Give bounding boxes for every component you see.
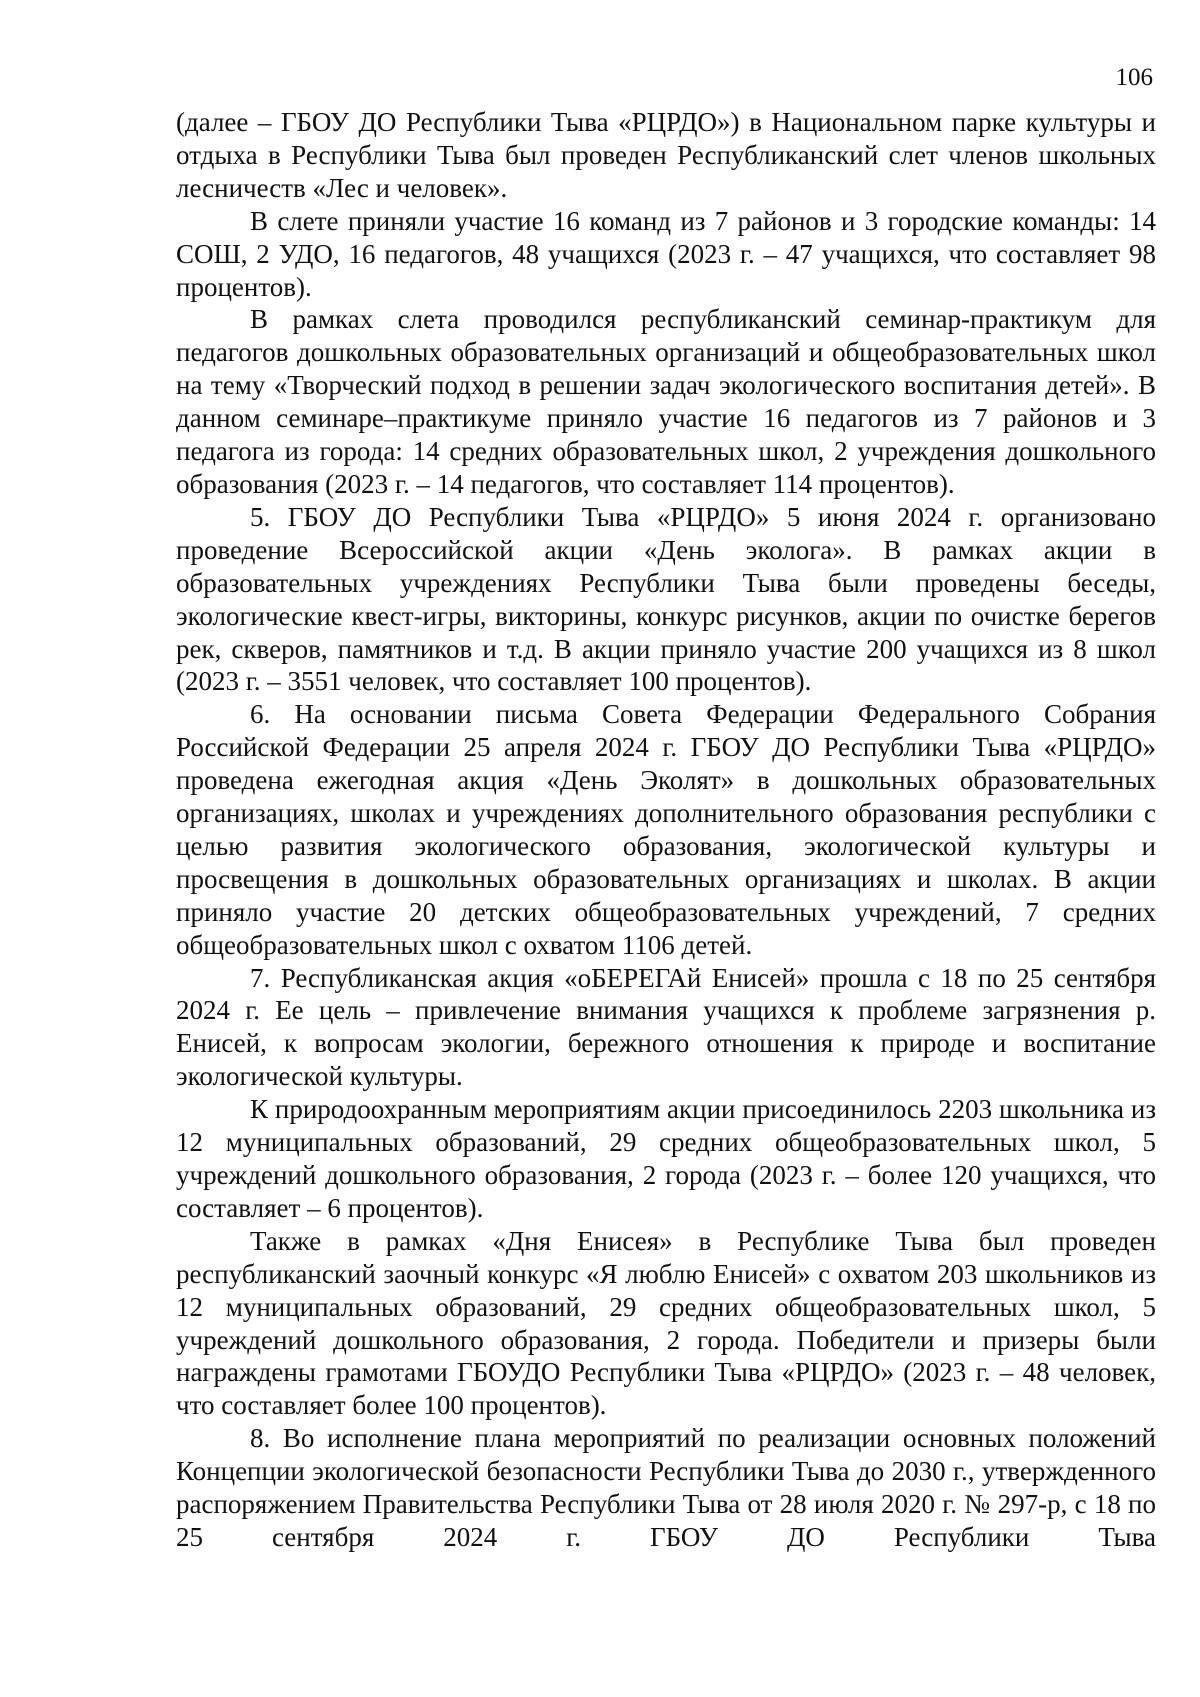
paragraph-item-6: 6. На основании письма Совета Федерации Федерального Собрания Российской Федерации 25 апреля 2024 г. ГБОУ ДО Республики Тыва «РЦРДО» проведена ежегодная акция «День Эколят» в дошкольных образовательных организациях, школах и учреждениях дополнительного образования республики с целью развития экологического образования, экологической культуры и просвещения в дошкольных образовательных организациях и школах. В акции приняло участие 20 детских общеобразовательных учреждений, 7 средних общеобразовательных школ с охватом 1106 детей. <box>176 699 1156 960</box>
paragraph: В рамках слета проводился республиканский семинар-практикум для педагогов дошкольных образовательных организаций и общеобразовательных школ на тему «Творческий подход в решении задач экологического воспитания детей». В данном семинаре–практикуме приняло участие 16 педагогов из 7 районов и 3 педагога из города: 14 средних образовательных школ, 2 учреждения дошкольного образования (2023 г. – 14 педагогов, что составляет 114 процентов). <box>176 304 1156 499</box>
paragraph-item-7: 7. Республиканская акция «оБЕРЕГАй Енисей» прошла с 18 по 25 сентября 2024 г. Ее цель – привлечение внимания учащихся к проблеме загрязнения р. Енисей, к вопросам экологии, бережного отношения к природе и воспитание экологической культуры. <box>176 962 1156 1092</box>
paragraph: К природоохранным мероприятиям акции присоединилось 2203 школьника из 12 муниципальных образований, 29 средних общеобразовательных школ, 5 учреждений дошкольного образования, 2 города (2023 г. – более 120 учащихся, что составляет – 6 процентов). <box>176 1094 1156 1223</box>
paragraph-continuation: (далее – ГБОУ ДО Республики Тыва «РЦРДО») в Национальном парке культуры и отдыха в Республики Тыва был проведен Республиканский слет членов школьных лесничеств «Лес и человек». <box>176 107 1156 203</box>
page-number: 106 <box>1115 64 1153 91</box>
paragraph: В слете приняли участие 16 команд из 7 районов и 3 городские команды: 14 СОШ, 2 УДО, 16 педагогов, 48 учащихся (2023 г. – 47 учащихся, что составляет 98 процентов). <box>176 205 1156 302</box>
paragraph-item-8: 8. Во исполнение плана мероприятий по реализации основных положений Концепции экологической безопасности Республики Тыва до 2030 г., утвержденного распоряжением Правительства Республики Тыва от 28 июля 2020 г. № 297-р, с 18 по 25 сентября 2024 г. ГБОУ ДО Республики Тыва <box>176 1423 1156 1552</box>
document-body <box>176 106 1156 1554</box>
paragraph-item-5: 5. ГБОУ ДО Республики Тыва «РЦРДО» 5 июня 2024 г. организовано проведение Всероссийской акции «День эколога». В рамках акции в образовательных учреждениях Республики Тыва были проведены беседы, экологические квест-игры, викторины, конкурс рисунков, акции по очистке берегов рек, скверов, памятников и т.д. В акции приняло участие 200 учащихся из 8 школ (2023 г. – 3551 человек, что составляет 100 процентов). <box>176 501 1156 697</box>
paragraph: Также в рамках «Дня Енисея» в Республике Тыва был проведен республиканский заочный конкурс «Я люблю Енисей» с охватом 203 школьников из 12 муниципальных образований, 29 средних общеобразовательных школ, 5 учреждений дошкольного образования, 2 города. Победители и призеры были награждены грамотами ГБОУДО Республики Тыва «РЦРДО» (2023 г. – 48 человек, что составляет более 100 процентов). <box>176 1225 1156 1421</box>
